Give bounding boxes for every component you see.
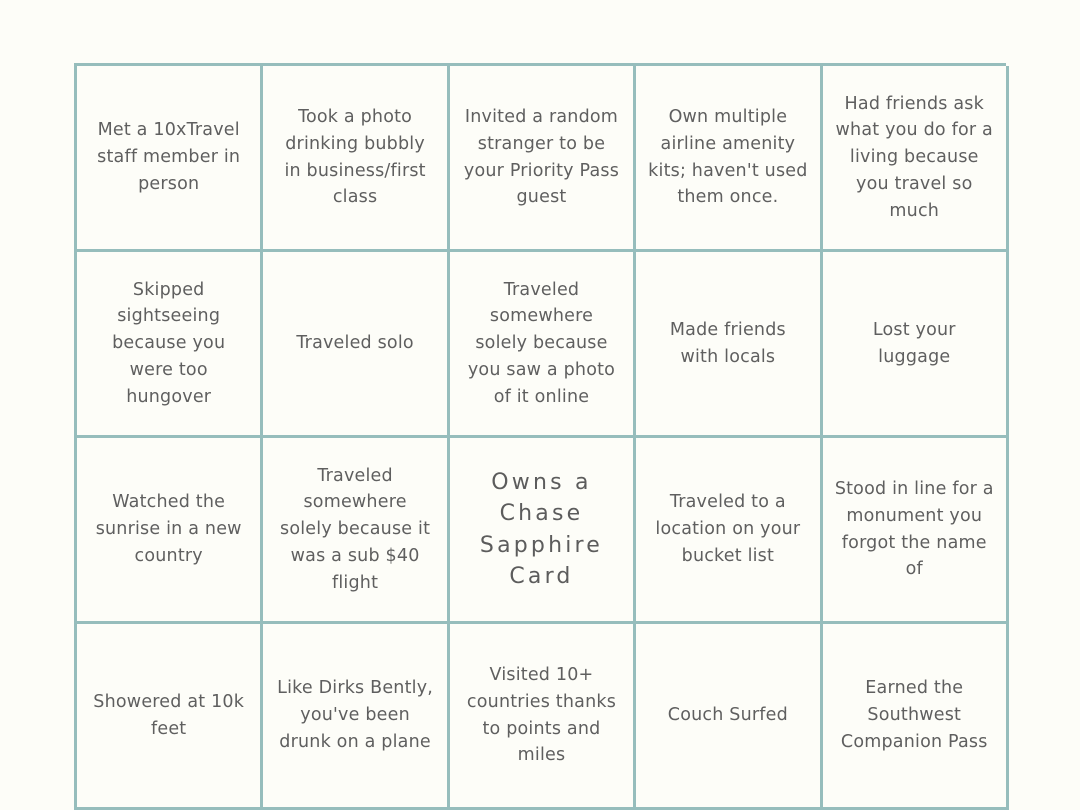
cell-text: Skipped sightseeing because you were too hungover xyxy=(112,279,226,407)
bingo-board xyxy=(74,63,1006,810)
cell-text: Showered at 10k feet xyxy=(93,691,245,739)
bingo-cell[interactable] xyxy=(636,66,822,252)
bingo-cell[interactable] xyxy=(823,252,1009,438)
bingo-cell[interactable] xyxy=(636,252,822,438)
bingo-cell[interactable] xyxy=(77,66,263,252)
bingo-cell[interactable] xyxy=(77,438,263,624)
bingo-cell[interactable] xyxy=(823,66,1009,252)
cell-text: Like Dirks Bently, you've been drunk on a plane xyxy=(277,678,434,752)
cell-text: Watched the sunrise in a new country xyxy=(95,492,242,566)
cell-text: Couch Surfed xyxy=(667,705,788,726)
bingo-cell[interactable] xyxy=(636,438,822,624)
cell-text: Made friends with locals xyxy=(669,319,786,367)
bingo-cell[interactable] xyxy=(263,66,449,252)
cell-text: Earned the Southwest Companion Pass xyxy=(840,678,988,752)
free-space-text: Owns a Chase Sapphire Card xyxy=(479,469,604,589)
bingo-cell[interactable] xyxy=(450,252,636,438)
cell-text: Had friends ask what you do for a living because you travel so much xyxy=(835,93,993,221)
cell-text: Met a 10xTravel staff member in person xyxy=(97,120,241,194)
bingo-cell[interactable] xyxy=(823,438,1009,624)
bingo-free-space[interactable] xyxy=(450,438,636,624)
cell-text: Lost your luggage xyxy=(872,319,956,367)
bingo-cell[interactable] xyxy=(77,252,263,438)
cell-text: Traveled solo xyxy=(296,333,414,354)
bingo-cell[interactable] xyxy=(263,624,449,810)
cell-text: Invited a random stranger to be your Priority Pass guest xyxy=(463,107,620,208)
cell-text: Stood in line for a monument you forgot the name of xyxy=(834,479,994,580)
bingo-cell[interactable] xyxy=(636,624,822,810)
cell-text: Took a photo drinking bubbly in business/first class xyxy=(284,107,426,208)
bingo-cell[interactable] xyxy=(823,624,1009,810)
cell-text: Traveled somewhere solely because it was a sub $40 flight xyxy=(280,465,431,593)
bingo-cell[interactable] xyxy=(77,624,263,810)
bingo-cell[interactable] xyxy=(450,624,636,810)
bingo-cell[interactable] xyxy=(263,438,449,624)
cell-text: Traveled somewhere solely because you saw a photo of it online xyxy=(467,279,616,407)
cell-text: Own multiple airline amenity kits; haven't used them once. xyxy=(648,107,808,208)
bingo-cell[interactable] xyxy=(263,252,449,438)
bingo-cell[interactable] xyxy=(450,66,636,252)
cell-text: Visited 10+ countries thanks to points and miles xyxy=(466,665,617,766)
cell-text: Traveled to a location on your bucket list xyxy=(655,492,801,566)
